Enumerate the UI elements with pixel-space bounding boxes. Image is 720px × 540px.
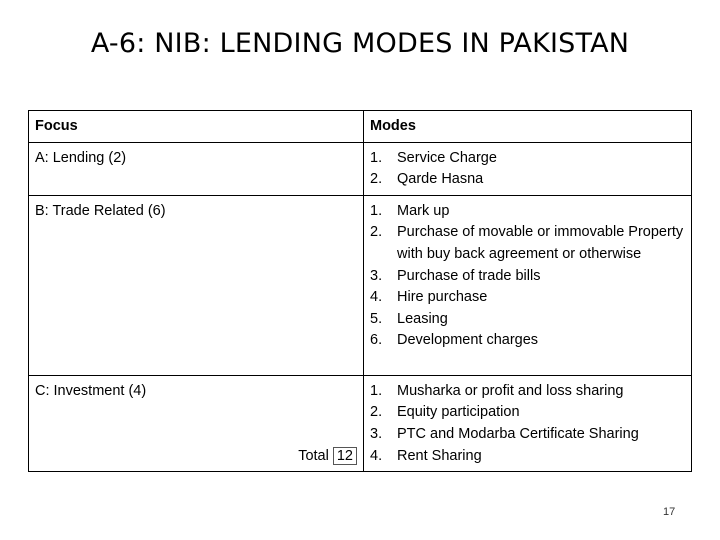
mode-number: 1. — [370, 149, 383, 166]
mode-item — [370, 309, 685, 331]
mode-number: 4. — [370, 447, 383, 464]
page-number: 17 — [663, 506, 676, 518]
table-header-row — [29, 111, 692, 143]
table-row — [29, 142, 692, 195]
mode-item — [370, 222, 685, 265]
table-row — [29, 375, 692, 471]
modes-cell — [364, 195, 692, 375]
mode-item — [370, 402, 685, 424]
modes-cell — [364, 142, 692, 195]
mode-text: Rent Sharing — [397, 447, 482, 464]
modes-list — [370, 148, 685, 191]
mode-number: 3. — [370, 267, 383, 284]
slide-title: A-6: NIB: LENDING MODES IN PAKISTAN — [90, 28, 630, 59]
mode-text: Hire purchase — [397, 289, 488, 306]
total-label: Total — [298, 447, 329, 464]
mode-number: 1. — [370, 382, 383, 399]
modes-list — [370, 381, 685, 467]
table-row — [29, 195, 692, 375]
focus-cell: A: Lending (2) — [29, 142, 364, 195]
lending-modes-table — [28, 110, 692, 472]
mode-text: Purchase of movable or immovable Property with buy back agreement or otherwise — [397, 224, 684, 262]
mode-item — [370, 148, 685, 170]
mode-item — [370, 446, 685, 468]
mode-item — [370, 287, 685, 309]
mode-number: 3. — [370, 425, 383, 442]
mode-text: Musharka or profit and loss sharing — [397, 382, 624, 399]
mode-number: 2. — [370, 404, 383, 421]
mode-text: Development charges — [397, 332, 539, 349]
modes-list — [370, 201, 685, 352]
mode-text: Mark up — [397, 202, 450, 219]
mode-number: 5. — [370, 310, 383, 327]
mode-item — [370, 169, 685, 191]
mode-item — [370, 381, 685, 403]
mode-number: 1. — [370, 202, 383, 219]
mode-item — [370, 424, 685, 446]
mode-text: Purchase of trade bills — [397, 267, 541, 284]
mode-item — [370, 266, 685, 288]
mode-item — [370, 330, 685, 352]
focus-label: C: Investment (4) — [35, 382, 147, 399]
mode-text: Service Charge — [397, 149, 497, 166]
header-modes: Modes — [364, 111, 692, 143]
header-focus: Focus — [29, 111, 364, 143]
focus-cell: B: Trade Related (6) — [29, 195, 364, 375]
mode-item — [370, 201, 685, 223]
focus-cell — [29, 375, 364, 471]
mode-number: 4. — [370, 289, 383, 306]
total-value: 12 — [333, 447, 357, 465]
mode-text: Equity participation — [397, 404, 520, 421]
modes-cell — [364, 375, 692, 471]
mode-number: 2. — [370, 224, 383, 241]
mode-number: 6. — [370, 332, 383, 349]
total — [298, 446, 357, 468]
mode-text: Qarde Hasna — [397, 171, 484, 188]
mode-number: 2. — [370, 171, 383, 188]
mode-text: PTC and Modarba Certificate Sharing — [397, 425, 639, 442]
mode-text: Leasing — [397, 310, 448, 327]
